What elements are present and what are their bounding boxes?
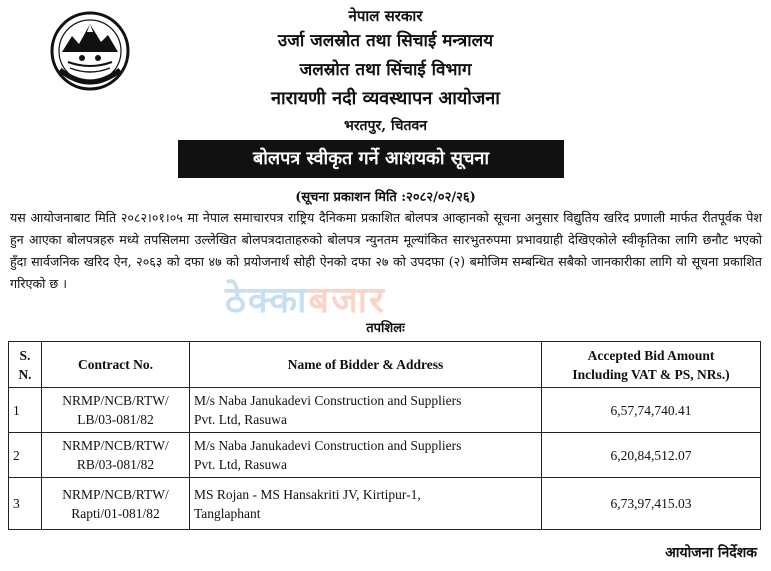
row-bidder xyxy=(190,388,542,433)
table-row xyxy=(9,433,761,478)
row-bidder-line-1: MS Rojan - MS Hansakriti JV, Kirtipur-1, xyxy=(194,486,421,502)
row-bidder xyxy=(190,478,542,530)
row-bidder-line-1: M/s Naba Janukadevi Construction and Suppliers xyxy=(194,393,462,408)
project-heading: नारायणी नदी व्यवस्थापन आयोजना xyxy=(271,88,500,109)
row-contract xyxy=(42,433,190,478)
row-contract-line-2: LB/03-081/82 xyxy=(77,412,154,427)
header-amount-line-2: Including VAT & PS, NRs.) xyxy=(572,366,730,382)
row-bidder xyxy=(190,433,542,478)
watermark-part-1: ठेक्का xyxy=(225,280,309,321)
row-contract-line-1: NRMP/NCB/RTW/ xyxy=(62,438,169,453)
row-amount: 6,57,74,740.41 xyxy=(542,388,761,433)
header-contract: Contract No. xyxy=(42,342,190,388)
row-amount: 6,73,97,415.03 xyxy=(542,478,761,530)
notice-body: यस आयोजनाबाट मिति २०८२।०१।०५ मा नेपाल समाचारपत्र राष्ट्रिय दैनिकमा प्रकाशित बोलपत्र आव्हानको सूचना अनुसार विद्युतिय खरिद प्रणाली मार्फत रीतपूर्वक पेश हुन आएका बोलपत्रहरु मध्ये तपसिलमा उल्लेखित बोलपत्रदाताहरुको बोलपत्र न्युनतम मूल्यांकित सारभुतरुपमा प्रभावग्राही देखिएकोले स्वीकृतिका लागि छनौट भएको हुँदा सार्वजनिक खरिद ऐन, २०६३ को दफा ४७ को प्रयोजनार्थ सोही ऐनको दफा २७ को उपदफा (२) बमोजिम सम्बन्धित सबैको जानकारीका लागि यो सूचना प्रकाशित गरिएको छ । xyxy=(10,210,762,291)
row-contract-line-1: NRMP/NCB/RTW/ xyxy=(62,486,169,502)
table-header-row xyxy=(9,342,761,388)
table-row xyxy=(9,388,761,433)
row-sn: 3 xyxy=(9,478,42,530)
row-contract-line-1: NRMP/NCB/RTW/ xyxy=(62,393,169,408)
schedule-heading: तपशिलः xyxy=(366,321,405,336)
row-bidder-line-2: Tanglaphant xyxy=(194,505,261,521)
accepted-bids-table xyxy=(8,341,761,530)
header-amount xyxy=(542,342,761,388)
signatory-title: आयोजना निर्देशक xyxy=(665,545,757,561)
row-contract xyxy=(42,388,190,433)
header-bidder: Name of Bidder & Address xyxy=(190,342,542,388)
ministry-heading: उर्जा जलस्रोत तथा सिचाई मन्त्रालय xyxy=(277,31,494,51)
department-heading: जलस्रोत तथा सिंचाई विभाग xyxy=(299,60,472,80)
notice-title: बोलपत्र स्वीकृत गर्ने आशयको सूचना xyxy=(178,140,564,178)
row-contract-line-2: Rapti/01-081/82 xyxy=(71,505,160,521)
row-bidder-line-1: M/s Naba Janukadevi Construction and Suppliers xyxy=(194,438,462,453)
header-sn-line-2: N. xyxy=(18,366,32,382)
row-contract xyxy=(42,478,190,530)
row-contract-line-2: RB/03-081/82 xyxy=(76,457,155,472)
header-sn-line-1: S. xyxy=(19,347,31,363)
government-heading: नेपाल सरकार xyxy=(348,7,423,25)
location-heading: भरतपुर, चितवन xyxy=(343,118,428,134)
header-sn xyxy=(9,342,42,388)
watermark-part-2: बजार xyxy=(308,280,386,321)
row-bidder-line-2: Pvt. Ltd, Rasuwa xyxy=(194,457,287,472)
publication-date: (सूचना प्रकाशन मिति :२०८२/०२/२६) xyxy=(295,190,476,205)
table-row xyxy=(9,478,761,530)
row-sn: 2 xyxy=(9,433,42,478)
header-amount-line-1: Accepted Bid Amount xyxy=(587,347,715,363)
row-bidder-line-2: Pvt. Ltd, Rasuwa xyxy=(194,412,287,427)
row-sn: 1 xyxy=(9,388,42,433)
row-amount: 6,20,84,512.07 xyxy=(542,433,761,478)
